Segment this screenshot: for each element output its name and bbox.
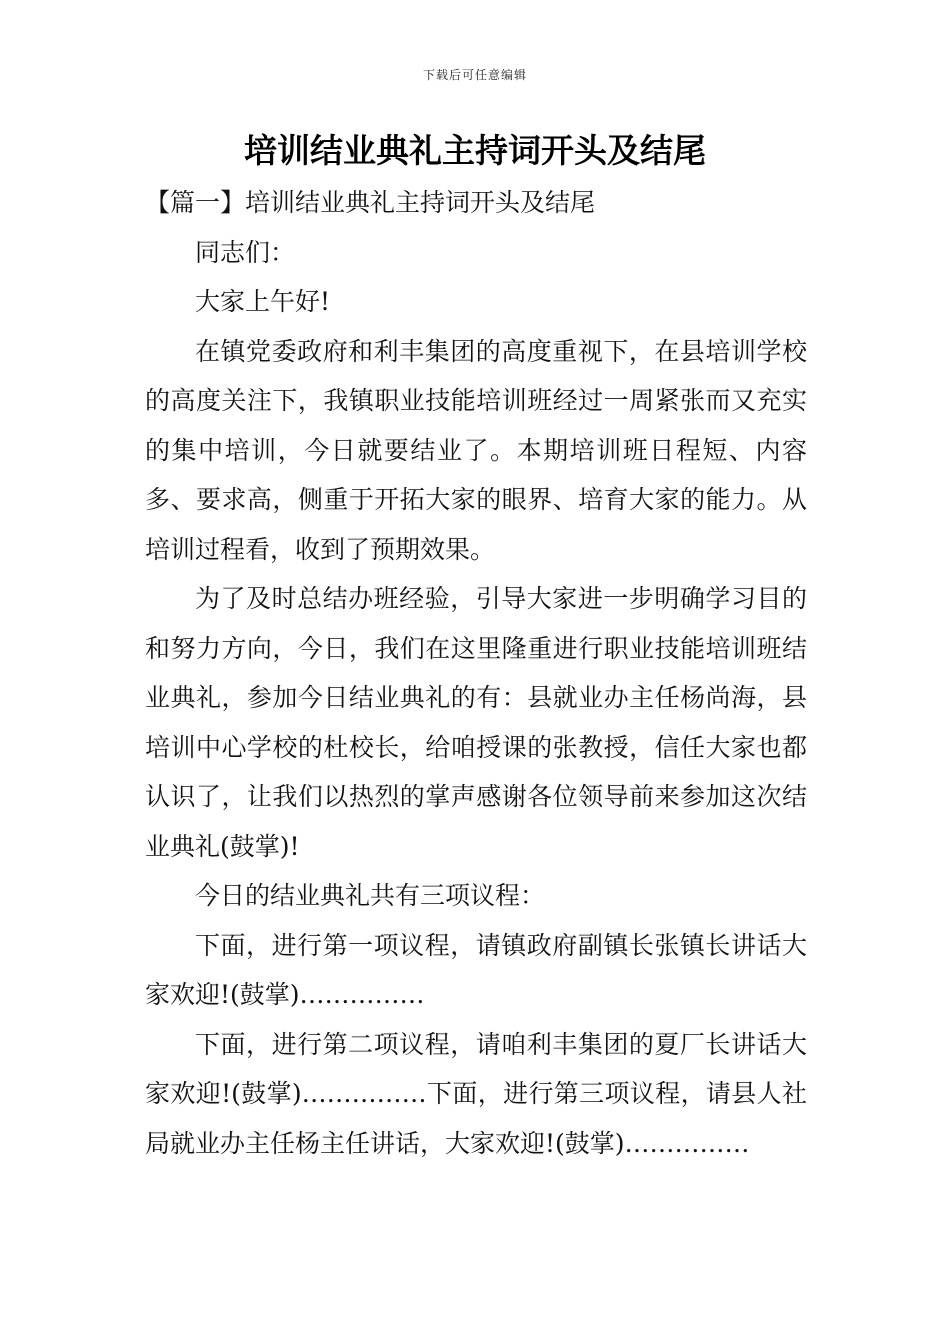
paragraph-intro: 在镇党委政府和利丰集团的高度重视下，在县培训学校的高度关注下，我镇职业技能培训班经过一周紧张而又充实的集中培训，今日就要结业了。本期培训班日程短、内容多、要求高，侧重于开拓大家的眼界、培育大家的能力。从培训过程看，收到了预期效果。 (145, 336, 807, 564)
document-title: 培训结业典礼主持词开头及结尾 (244, 131, 706, 170)
paragraph-greeting: 同志们： (195, 237, 296, 267)
paragraph-good-morning: 大家上午好! (195, 287, 331, 316)
section-heading: 【篇一】培训结业典礼主持词开头及结尾 (145, 188, 596, 217)
header-note: 下载后可任意编辑 (422, 68, 527, 82)
document-body (145, 178, 807, 1168)
paragraph-purpose: 为了及时总结办班经验，引导大家进一步明确学习目的和努力方向，今日，我们在这里隆重进行职业技能培训班结业典礼，参加今日结业典礼的有：县就业办主任杨尚海，县培训中心学校的杜校长，给咱授课的张教授，信任大家也都认识了，让我们以热烈的掌声感谢各位领导前来参加这次结业典礼(鼓掌)! (145, 584, 807, 861)
paragraph-item-one: 下面，进行第一项议程，请镇政府副镇长张镇长讲话大家欢迎!(鼓掌)…………… (145, 930, 807, 1009)
paragraph-item-two-three: 下面，进行第二项议程，请咱利丰集团的夏厂长讲话大家欢迎!(鼓掌)……………下面，进行第三项议程，请县人社局就业办主任杨主任讲话，大家欢迎!(鼓掌)…………… (145, 1029, 807, 1158)
paragraph-agenda: 今日的结业典礼共有三项议程： (195, 881, 546, 910)
